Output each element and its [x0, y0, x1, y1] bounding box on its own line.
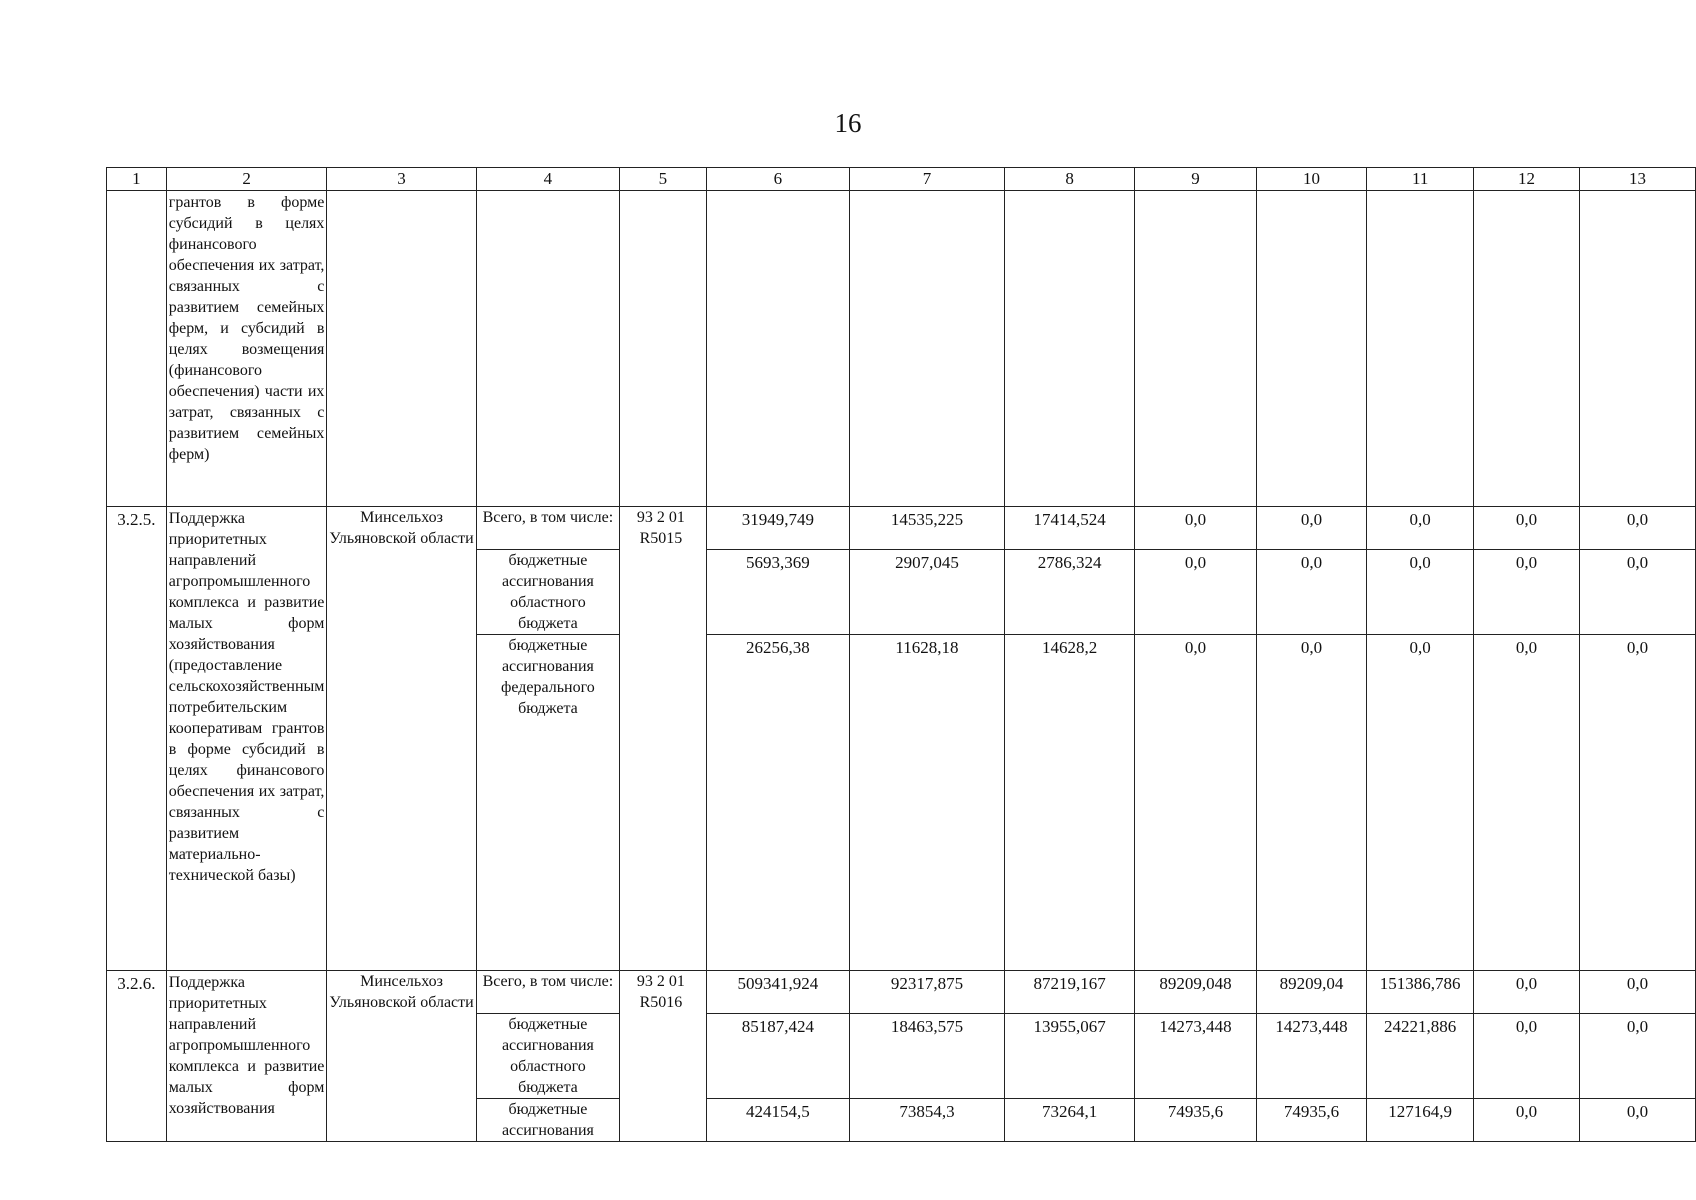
column-header: 13 [1580, 168, 1696, 191]
value-cell: 0,0 [1474, 635, 1580, 971]
table-row [107, 507, 1696, 550]
budget-code: 93 2 01 R5016 [620, 971, 707, 1142]
value-cell: 73854,3 [849, 1099, 1004, 1142]
value-cell: 0,0 [1580, 635, 1696, 971]
funding-source: бюджетные ассигнования областного бюджета [476, 550, 619, 635]
table-cell [1474, 191, 1580, 507]
funding-source: Всего, в том числе: [476, 971, 619, 1014]
table-cell [849, 191, 1004, 507]
value-cell: 0,0 [1367, 550, 1474, 635]
value-cell: 11628,18 [849, 635, 1004, 971]
value-cell: 74935,6 [1256, 1099, 1367, 1142]
table-cell [327, 191, 476, 507]
value-cell: 17414,524 [1004, 507, 1134, 550]
value-cell: 0,0 [1474, 971, 1580, 1014]
column-header: 10 [1256, 168, 1367, 191]
value-cell: 0,0 [1256, 550, 1367, 635]
value-cell: 424154,5 [706, 1099, 849, 1142]
value-cell: 509341,924 [706, 971, 849, 1014]
column-header: 5 [620, 168, 707, 191]
column-header: 2 [166, 168, 327, 191]
table-cell [476, 191, 619, 507]
value-cell: 2786,324 [1004, 550, 1134, 635]
item-description: Поддержка приоритетных направлений агропромышленного комплекса и развитие малых форм хозяйствования [166, 971, 327, 1142]
funding-source: бюджетные ассигнования федерального бюджета [476, 635, 619, 971]
value-cell: 5693,369 [706, 550, 849, 635]
table-cell [1367, 191, 1474, 507]
value-cell: 0,0 [1474, 1014, 1580, 1099]
value-cell: 0,0 [1474, 507, 1580, 550]
value-cell: 73264,1 [1004, 1099, 1134, 1142]
value-cell: 0,0 [1580, 507, 1696, 550]
table-cell [1580, 191, 1696, 507]
column-header: 6 [706, 168, 849, 191]
value-cell: 127164,9 [1367, 1099, 1474, 1142]
column-header: 9 [1135, 168, 1256, 191]
value-cell: 87219,167 [1004, 971, 1134, 1014]
table-cell [1135, 191, 1256, 507]
column-header: 7 [849, 168, 1004, 191]
item-executor: Минсельхоз Ульяновской области [327, 971, 476, 1142]
table-cell [107, 191, 167, 507]
value-cell: 0,0 [1474, 1099, 1580, 1142]
item-description: Поддержка приоритетных направлений агропромышленного комплекса и развитие малых форм хозяйствования (предоставление сельскохозяйственным потребительским кооперативам грантов в форме субсидий в целях финансового обеспечения их затрат, связанных с развитием материально-технической базы) [166, 507, 327, 971]
value-cell: 0,0 [1367, 635, 1474, 971]
funding-source: бюджетные ассигнования областного бюджета [476, 1014, 619, 1099]
value-cell: 0,0 [1474, 550, 1580, 635]
value-cell: 14535,225 [849, 507, 1004, 550]
value-cell: 14273,448 [1256, 1014, 1367, 1099]
table-cell [706, 191, 849, 507]
value-cell: 0,0 [1256, 507, 1367, 550]
value-cell: 18463,575 [849, 1014, 1004, 1099]
value-cell: 31949,749 [706, 507, 849, 550]
table-cell [1004, 191, 1134, 507]
value-cell: 89209,048 [1135, 971, 1256, 1014]
value-cell: 26256,38 [706, 635, 849, 971]
value-cell: 0,0 [1135, 507, 1256, 550]
column-header: 11 [1367, 168, 1474, 191]
budget-code: 93 2 01 R5015 [620, 507, 707, 971]
value-cell: 0,0 [1580, 1014, 1696, 1099]
continuation-description: грантов в форме субсидий в целях финансового обеспечения их затрат, связанных с развитием семейных ферм, и субсидий в целях возмещения (финансового обеспечения) части их затрат, связанных с развитием семейных ферм) [166, 191, 327, 507]
value-cell: 151386,786 [1367, 971, 1474, 1014]
value-cell: 24221,886 [1367, 1014, 1474, 1099]
item-number: 3.2.6. [107, 971, 167, 1142]
value-cell: 14273,448 [1135, 1014, 1256, 1099]
funding-source: бюджетные ассигнования [476, 1099, 619, 1142]
value-cell: 85187,424 [706, 1014, 849, 1099]
value-cell: 14628,2 [1004, 635, 1134, 971]
value-cell: 0,0 [1580, 550, 1696, 635]
value-cell: 0,0 [1580, 971, 1696, 1014]
table-row [107, 971, 1696, 1014]
continuation-row [107, 191, 1696, 507]
item-executor: Минсельхоз Ульяновской области [327, 507, 476, 971]
value-cell: 0,0 [1135, 550, 1256, 635]
column-header: 4 [476, 168, 619, 191]
value-cell: 74935,6 [1135, 1099, 1256, 1142]
value-cell: 92317,875 [849, 971, 1004, 1014]
value-cell: 13955,067 [1004, 1014, 1134, 1099]
page-number: 16 [834, 108, 862, 138]
value-cell: 2907,045 [849, 550, 1004, 635]
value-cell: 0,0 [1580, 1099, 1696, 1142]
table-cell [620, 191, 707, 507]
value-cell: 0,0 [1135, 635, 1256, 971]
column-header-row [107, 168, 1696, 191]
value-cell: 0,0 [1367, 507, 1474, 550]
column-header: 8 [1004, 168, 1134, 191]
column-header: 1 [107, 168, 167, 191]
item-number: 3.2.5. [107, 507, 167, 971]
funding-source: Всего, в том числе: [476, 507, 619, 550]
value-cell: 89209,04 [1256, 971, 1367, 1014]
column-header: 3 [327, 168, 476, 191]
table-cell [1256, 191, 1367, 507]
column-header: 12 [1474, 168, 1580, 191]
budget-table [106, 167, 1696, 1142]
value-cell: 0,0 [1256, 635, 1367, 971]
